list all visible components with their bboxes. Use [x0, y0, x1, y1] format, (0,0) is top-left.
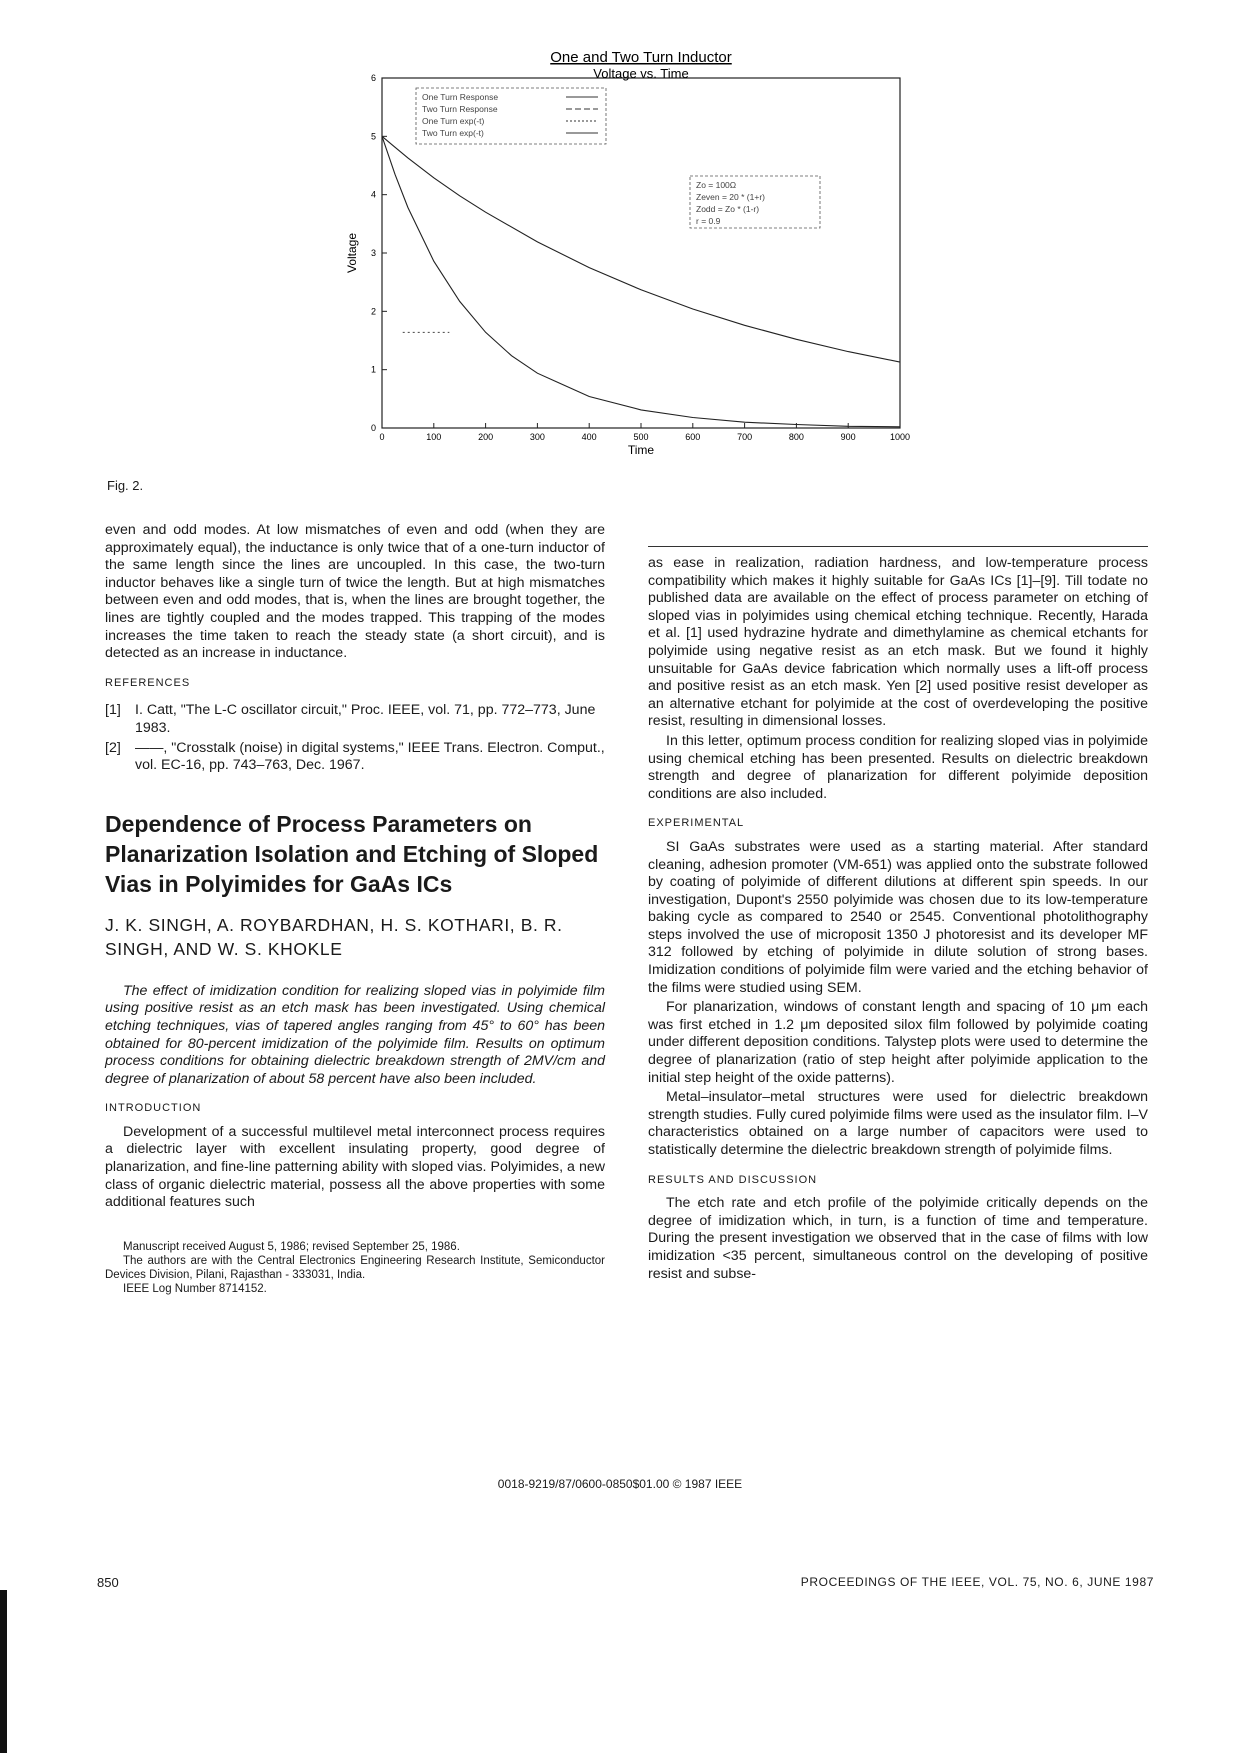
- legend-entry: Two Turn Response: [422, 104, 498, 114]
- x-tick-label: 1000: [889, 432, 911, 442]
- article-title: Dependence of Process Parameters on Planarization Isolation and Etching of Sloped Vias in Polyimides for GaAs ICs: [105, 810, 599, 897]
- voltage-time-chart: [345, 48, 911, 468]
- page-number: 850: [97, 1575, 119, 1590]
- x-tick-label: 900: [840, 432, 856, 442]
- x-tick-label: 0: [379, 432, 385, 442]
- annotation-text: Zeven = 20 * (1+r): [696, 192, 765, 202]
- introduction-paragraph: Development of a successful multilevel metal interconnect process requires a dielectric layer with excellent insulating property, good degree of planarization, and fine-line patterning ability with sloped vias. Polyimides, a new class of organic dielectric material, possess all the above properties with some additional features such: [105, 1123, 605, 1211]
- annotation-text: Zodd = Zo * (1-r): [696, 204, 760, 214]
- experimental-paragraph-1: SI GaAs substrates were used as a starting material. After standard cleaning, adhesion promoter (VM-651) was applied onto the substrate followed by coating of polyimide of different dilutions at different spin speeds. In our investigation, Dupont's 2550 polyimide was chosen due to its low-temperature baking cycle as compared to 2540 or 2545. Conventional photolithography steps involved the use of microposit 1350 J photoresist and its developer MF 312 followed by etching of polyimide in dilute solution of strong bases. Imidization conditions of polyimide film were varied and the etching behavior of the films were studied using SEM.: [648, 838, 1148, 996]
- introduction-heading: INTRODUCTION: [105, 1102, 202, 1115]
- reference-item: [105, 740, 605, 775]
- references-heading: REFERENCES: [105, 676, 191, 689]
- chart-title: One and Two Turn Inductor: [550, 49, 732, 66]
- x-tick-label: 200: [478, 432, 494, 442]
- references-list: [105, 702, 605, 774]
- scan-edge-mark: [0, 1590, 7, 1753]
- y-tick-label: 4: [370, 189, 376, 200]
- footnote: [105, 1240, 605, 1297]
- chart-subtitle: Voltage vs. Time: [593, 66, 689, 81]
- x-tick-label: 600: [685, 432, 701, 442]
- y-tick-label: 2: [370, 306, 376, 317]
- x-tick-label: 800: [788, 432, 804, 442]
- y-tick-label: 6: [370, 73, 376, 83]
- annotation-text: Zo = 100Ω: [696, 180, 737, 190]
- footnote-affiliation: The authors are with the Central Electronics Engineering Research Institute, Semiconductor Devices Division, Pilani, Rajasthan - 333031, India.: [105, 1255, 605, 1282]
- y-axis-label: Voltage: [345, 232, 359, 274]
- footnote-received: Manuscript received August 5, 1986; revised September 25, 1986.: [123, 1240, 460, 1253]
- legend-entry: Two Turn exp(-t): [422, 128, 484, 138]
- results-heading: RESULTS AND DISCUSSION: [648, 1173, 818, 1186]
- x-axis-label: Time: [627, 443, 655, 457]
- reference-text: I. Catt, "The L-C oscillator circuit," Proc. IEEE, vol. 71, pp. 772–773, June 1983.: [135, 702, 596, 736]
- letter-scope-paragraph: In this letter, optimum process condition for realizing sloped vias in polyimide using chemical etching has been presented. Results on dielectric breakdown strength and degree of planarization for different polyimide deposition conditions are also included.: [648, 732, 1148, 802]
- legend-entry: One Turn Response: [422, 92, 499, 102]
- y-tick-label: 1: [370, 364, 376, 375]
- x-tick-label: 300: [529, 432, 545, 442]
- experimental-paragraph-2: For planarization, windows of constant length and spacing of 10 μm each was first etched in 1.2 μm deposited silox film followed by polyimide coating under different deposition conditions. Talystep plots were used to determine the degree of planarization (ratio of step height after polyimide application to the initial step height of the oxide patterns).: [648, 999, 1148, 1086]
- column-rule: [648, 546, 1148, 547]
- y-tick-label: 0: [370, 423, 376, 433]
- reference-number: [1]: [105, 702, 121, 719]
- copyright-line: 0018-9219/87/0600-0850$01.00 © 1987 IEEE: [497, 1477, 743, 1491]
- experimental-heading: EXPERIMENTAL: [648, 817, 745, 830]
- footnote-log-number: IEEE Log Number 8714152.: [123, 1283, 267, 1296]
- annotation-text: r = 0.9: [696, 216, 721, 226]
- article-authors: J. K. SINGH, A. ROYBARDHAN, H. S. KOTHARI, B. R. SINGH, AND W. S. KHOKLE: [105, 914, 563, 959]
- results-paragraph: The etch rate and etch profile of the polyimide critically depends on the degree of imidization which, in turn, is a function of time and temperature. During the present investigation we observed that in the case of films with low imidization <35 percent, simultaneous control on the developing of positive resist and subse-: [648, 1195, 1148, 1282]
- series-line-1: [382, 136, 900, 427]
- legend-entry: One Turn exp(-t): [422, 116, 485, 126]
- experimental-paragraph-3: Metal–insulator–metal structures were used for dielectric breakdown strength studies. Fully cured polyimide films were used as the insulator film. I–V characteristics obtained on a large number of capacitors were used to statistically determine the dielectric breakdown strength of polyimide films.: [648, 1089, 1148, 1158]
- left-column: [105, 522, 605, 1297]
- intro-continued-paragraph: as ease in realization, radiation hardness, and low-temperature process compatibility which makes it highly suitable for GaAs ICs [1]–[9]. Till todate no published data are available on the effect of process parameter on etching of sloped vias in polyimides using chemical etching technique. Recently, Harada et al. [1] used hydrazine hydrate and dimethylamine as chemical etchants for polyimide using negative resist as an etch mask. But we found it highly unsuitable for GaAs device fabrication which normally uses a lift-off process and positive resist as an etch mask. Yen [2] used positive resist developer as an alternative etchant for polyimide at the cost of overdeveloping the positive resist, resulting in dimensional losses.: [648, 555, 1148, 730]
- series-line-2: [382, 136, 900, 362]
- y-tick-label: 3: [370, 248, 376, 258]
- x-tick-label: 400: [581, 432, 597, 442]
- right-column: [648, 555, 1148, 1285]
- reference-number: [2]: [105, 739, 121, 756]
- x-tick-label: 100: [426, 432, 442, 442]
- journal-footer: PROCEEDINGS OF THE IEEE, VOL. 75, NO. 6, JUNE 1987: [800, 1575, 1154, 1589]
- x-tick-label: 700: [737, 432, 753, 442]
- x-tick-label: 500: [633, 432, 649, 442]
- y-tick-label: 5: [370, 131, 376, 142]
- abstract: The effect of imidization condition for realizing sloped vias in polyimide film using positive resist as an etch mask has been investigated. Using chemical etching techniques, vias of tapered angles ranging from 45° to 60° has been obtained for 80-percent imidization of the polyimide film. Results on optimum process conditions for obtaining dielectric breakdown strength of 2MV/cm and degree of planarization of about 58 percent have also been included.: [105, 982, 605, 1087]
- reference-text: ——, "Crosstalk (noise) in digital systems," IEEE Trans. Electron. Comput., vol. EC-16, pp. 743–763, Dec. 1967.: [135, 739, 605, 774]
- continued-paragraph: even and odd modes. At low mismatches of even and odd (when they are approximately equal), the inductance is only twice that of a one-turn inductor of the same length since the lines are uncoupled. In this case, the two-turn inductor behaves like a single turn of twice the length. But at high mismatches between even and odd modes, that is, when the lines are brought together, the lines are tightly coupled and the modes trapped. This trapping of the modes increases the time taken to reach the steady state (a short circuit), and is detected as an increase in inductance.: [105, 522, 605, 662]
- reference-item: [105, 702, 605, 737]
- figure-label: Fig. 2.: [107, 478, 144, 493]
